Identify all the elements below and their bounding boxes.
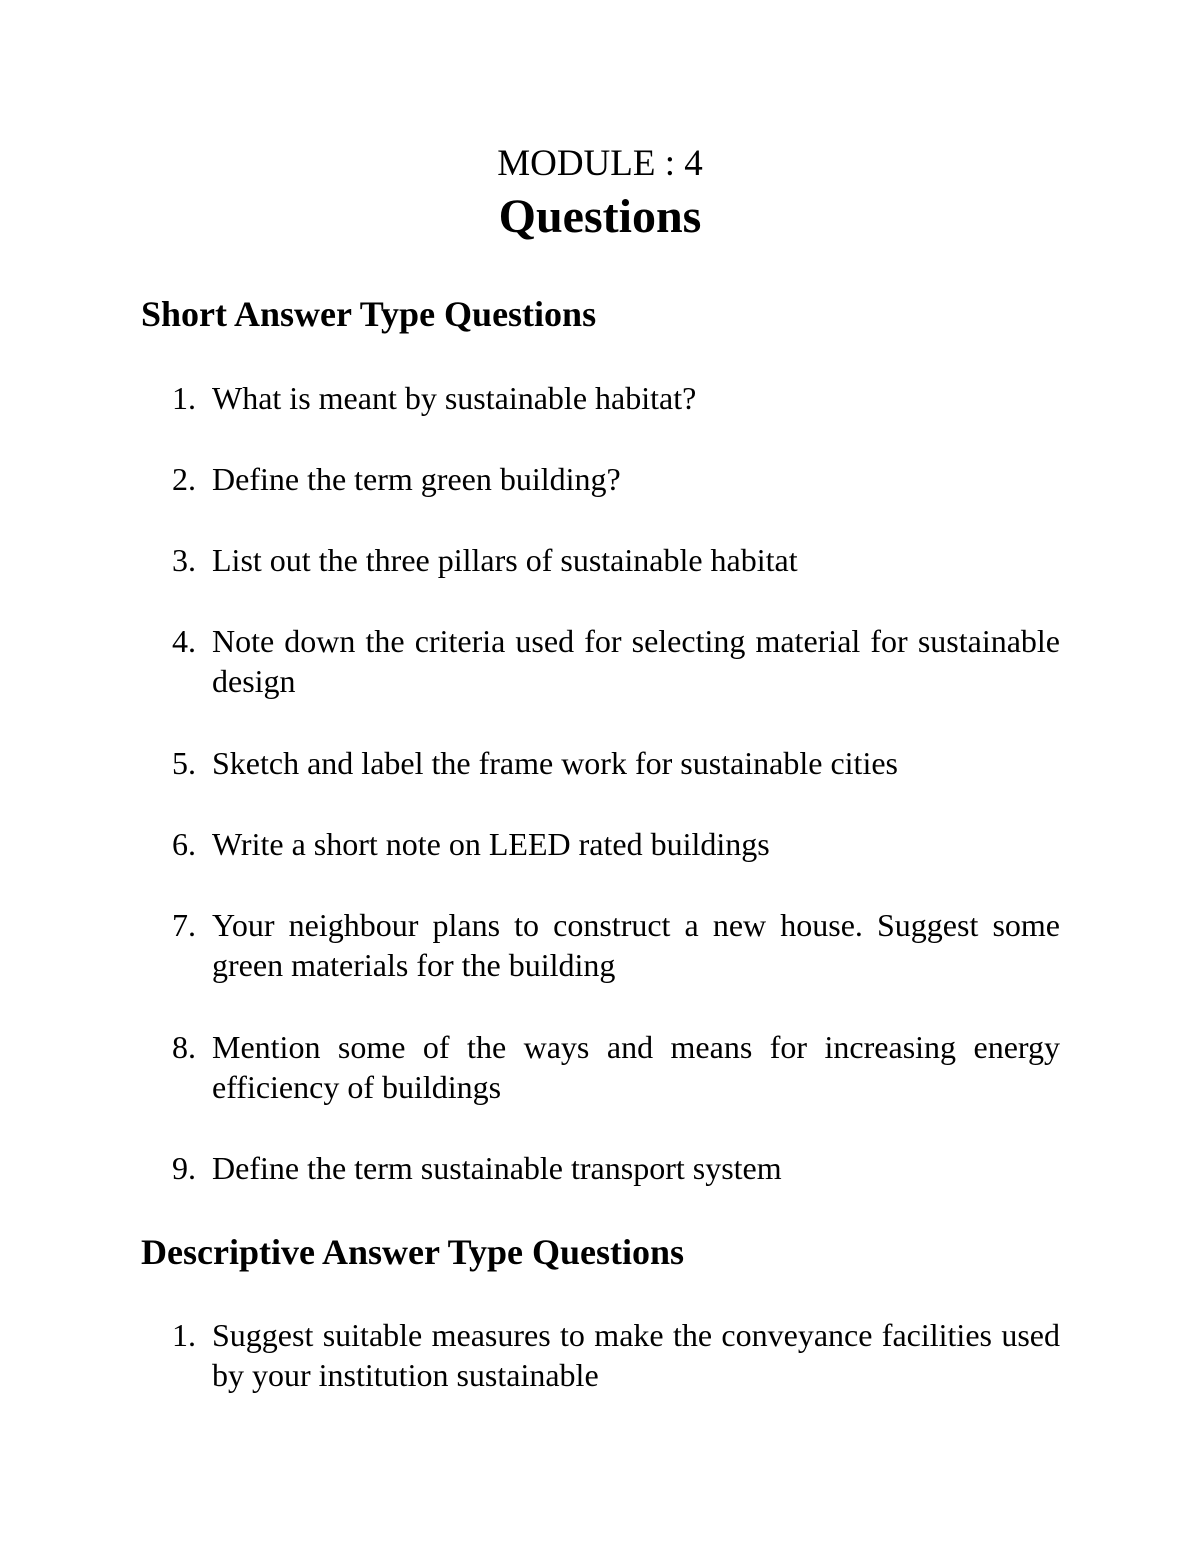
short-question-2 bbox=[172, 459, 1060, 499]
question-number: 5. bbox=[172, 745, 196, 781]
short-question-1 bbox=[172, 378, 1060, 418]
question-number: 8. bbox=[172, 1029, 196, 1065]
module-title: MODULE : 4 bbox=[497, 143, 703, 184]
short-question-6 bbox=[172, 824, 1060, 864]
question-text: Write a short note on LEED rated buildings bbox=[212, 826, 770, 862]
page-title: Questions bbox=[498, 190, 702, 243]
question-number: 4. bbox=[172, 623, 196, 659]
question-number: 1. bbox=[172, 1317, 196, 1353]
short-question-3 bbox=[172, 540, 1060, 580]
descriptive-answer-heading: Descriptive Answer Type Questions bbox=[141, 1232, 685, 1272]
question-text: Mention some of the ways and means for increasing energy efficiency of buildings bbox=[212, 1029, 1060, 1105]
short-question-7 bbox=[172, 905, 1060, 985]
question-text: List out the three pillars of sustainable habitat bbox=[212, 542, 798, 578]
question-text: Define the term green building? bbox=[212, 461, 621, 497]
question-text: Define the term sustainable transport system bbox=[212, 1150, 782, 1186]
question-number: 1. bbox=[172, 380, 196, 416]
short-answer-heading: Short Answer Type Questions bbox=[141, 294, 597, 334]
question-text: Sketch and label the frame work for sustainable cities bbox=[212, 745, 898, 781]
question-text: Your neighbour plans to construct a new house. Suggest some green materials for the building bbox=[212, 907, 1060, 983]
short-question-9 bbox=[172, 1148, 1060, 1188]
question-number: 7. bbox=[172, 907, 196, 943]
descriptive-question-1 bbox=[172, 1315, 1060, 1395]
question-text: Note down the criteria used for selecting material for sustainable design bbox=[212, 623, 1060, 699]
question-number: 2. bbox=[172, 461, 196, 497]
question-number: 9. bbox=[172, 1150, 196, 1186]
question-text: What is meant by sustainable habitat? bbox=[212, 380, 697, 416]
question-number: 3. bbox=[172, 542, 196, 578]
short-question-8 bbox=[172, 1027, 1060, 1107]
question-text: Suggest suitable measures to make the conveyance facilities used by your institution sustainable bbox=[212, 1317, 1060, 1393]
short-question-4 bbox=[172, 621, 1060, 701]
short-question-5 bbox=[172, 743, 1060, 783]
question-number: 6. bbox=[172, 826, 196, 862]
